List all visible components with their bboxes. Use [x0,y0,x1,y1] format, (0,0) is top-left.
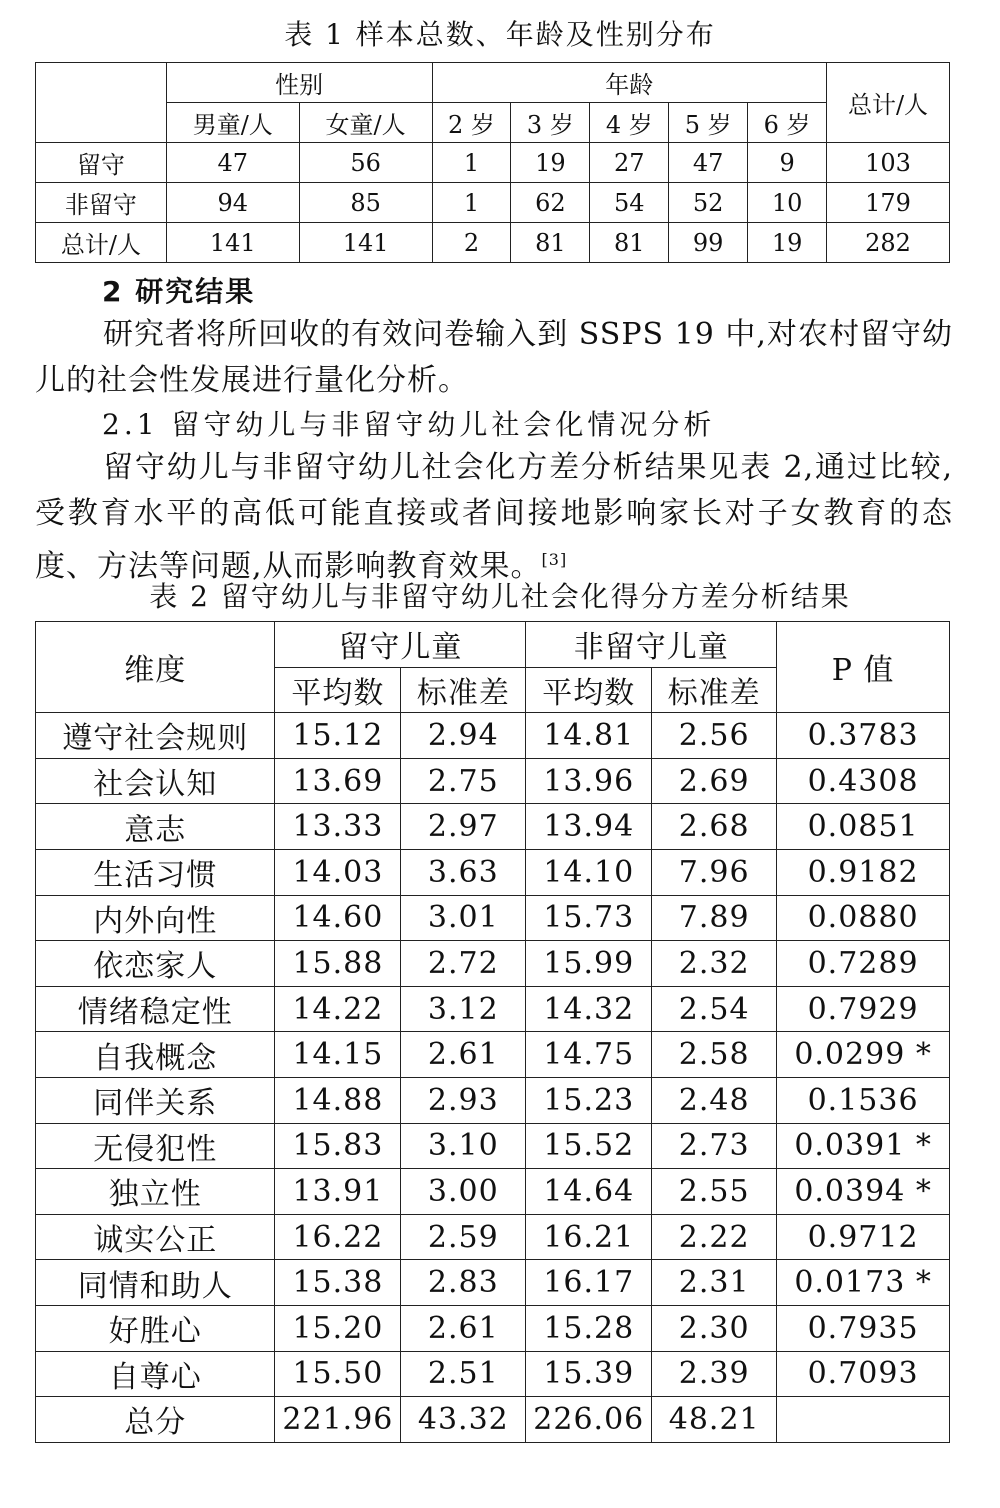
table-cell: 15.20 [275,1305,401,1351]
table-row [36,804,950,850]
table-cell: 2.73 [652,1123,777,1169]
dimension-cell: 自尊心 [36,1351,275,1397]
table-cell: 16.22 [275,1214,401,1260]
table-cell: 3.10 [401,1123,526,1169]
table-cell: 27 [590,143,669,183]
table-cell: 221.96 [275,1397,401,1443]
sample-distribution-table [35,62,950,263]
table-cell: 2.58 [652,1032,777,1078]
table-cell: 14.22 [275,986,401,1032]
table2-caption: 表 2 留守幼儿与非留守幼儿社会化得分方差分析结果 [149,580,851,613]
table1-body [36,143,950,263]
table-cell: 103 [827,143,950,183]
sub-header: 5 岁 [669,103,748,143]
table-cell: 3.63 [401,849,526,895]
table2-body [36,713,950,1443]
table-row [36,986,950,1032]
mean-header: 平均数 [275,667,401,713]
table-cell: 2.31 [652,1260,777,1306]
p-value-cell: 0.0880 [777,895,950,941]
citation-ref: [3] [541,550,568,569]
non-left-behind-header: 非留守儿童 [526,622,777,668]
table-cell: 13.33 [275,804,401,850]
table-cell: 2.93 [401,1077,526,1123]
dimension-cell: 同伴关系 [36,1077,275,1123]
table-cell: 282 [827,223,950,263]
table-row [36,941,950,987]
table-row [36,183,950,223]
table-cell: 13.91 [275,1169,401,1215]
sd-header: 标准差 [652,667,777,713]
table-cell: 2.55 [652,1169,777,1215]
paragraph-2-text: 留守幼儿与非留守幼儿社会化方差分析结果见表 2,通过比较,受教育水平的高低可能直接或者间接地影响家长对子女教育的态度、方法等问题,从而影响教育效果。 [35,450,953,584]
row-label: 留守 [36,143,167,183]
table-cell: 14.03 [275,849,401,895]
sub-header: 女童/人 [299,103,432,143]
p-value-cell: 0.0394 * [777,1169,950,1215]
table-cell: 2.59 [401,1214,526,1260]
table-cell: 2.94 [401,713,526,759]
table-row [36,1351,950,1397]
dimension-cell: 同情和助人 [36,1260,275,1306]
paragraph-2 [35,445,953,590]
table-cell: 47 [166,143,299,183]
table-cell: 15.88 [275,941,401,987]
table-row [36,1260,950,1306]
p-value-cell: 0.9182 [777,849,950,895]
table-cell: 15.83 [275,1123,401,1169]
table-cell: 2.83 [401,1260,526,1306]
table-cell: 2 [432,223,511,263]
section-heading: 2 研究结果 [102,275,256,308]
p-value-cell: 0.3783 [777,713,950,759]
table-row [36,758,950,804]
table-cell: 3.01 [401,895,526,941]
table-cell: 19 [748,223,827,263]
table-cell: 3.00 [401,1169,526,1215]
p-value-cell: 0.7093 [777,1351,950,1397]
table-cell: 99 [669,223,748,263]
table-cell: 2.72 [401,941,526,987]
p-value-cell [777,1397,950,1443]
sd-header: 标准差 [401,667,526,713]
table-cell: 10 [748,183,827,223]
table-row [36,1032,950,1078]
table-cell: 16.21 [526,1214,652,1260]
subsection-heading: 2.1 留守幼儿与非留守幼儿社会化情况分析 [102,408,716,441]
table-cell: 54 [590,183,669,223]
table-row [36,1397,950,1443]
table-row [36,849,950,895]
p-value-cell: 0.1536 [777,1077,950,1123]
table-cell: 15.38 [275,1260,401,1306]
table-cell: 226.06 [526,1397,652,1443]
table-cell: 14.10 [526,849,652,895]
table-cell: 15.39 [526,1351,652,1397]
corner-cell [36,63,167,143]
table-cell: 7.96 [652,849,777,895]
dimension-cell: 好胜心 [36,1305,275,1351]
table-cell: 2.97 [401,804,526,850]
dimension-cell: 社会认知 [36,758,275,804]
table-cell: 9 [748,143,827,183]
table-cell: 141 [166,223,299,263]
table-cell: 2.56 [652,713,777,759]
table-cell: 19 [511,143,590,183]
table-row [36,1305,950,1351]
table-cell: 14.81 [526,713,652,759]
table-cell: 15.12 [275,713,401,759]
p-value-cell: 0.0299 * [777,1032,950,1078]
sub-header: 4 岁 [590,103,669,143]
table-row [36,1077,950,1123]
table-cell: 52 [669,183,748,223]
table-cell: 141 [299,223,432,263]
dimension-cell: 意志 [36,804,275,850]
total-header: 总计/人 [827,63,950,143]
table-cell: 3.12 [401,986,526,1032]
table-cell: 85 [299,183,432,223]
age-header: 年龄 [432,63,827,103]
table-cell: 15.28 [526,1305,652,1351]
table-cell: 14.75 [526,1032,652,1078]
table-cell: 14.15 [275,1032,401,1078]
table-cell: 62 [511,183,590,223]
dimension-cell: 自我概念 [36,1032,275,1078]
table-cell: 179 [827,183,950,223]
table-cell: 15.50 [275,1351,401,1397]
table-cell: 14.60 [275,895,401,941]
dimension-cell: 总分 [36,1397,275,1443]
dimension-cell: 依恋家人 [36,941,275,987]
table-cell: 13.96 [526,758,652,804]
p-value-cell: 0.7935 [777,1305,950,1351]
left-behind-header: 留守儿童 [275,622,526,668]
table-cell: 2.51 [401,1351,526,1397]
table-cell: 15.23 [526,1077,652,1123]
table-cell: 2.68 [652,804,777,850]
table-cell: 2.61 [401,1032,526,1078]
dimension-cell: 遵守社会规则 [36,713,275,759]
table-cell: 2.39 [652,1351,777,1397]
table-cell: 48.21 [652,1397,777,1443]
p-value-cell: 0.7289 [777,941,950,987]
gender-header: 性别 [166,63,432,103]
row-label: 总计/人 [36,223,167,263]
table-cell: 15.99 [526,941,652,987]
sub-header: 3 岁 [511,103,590,143]
table-row [36,713,950,759]
p-value-header: P 值 [777,622,950,713]
dimension-cell: 无侵犯性 [36,1123,275,1169]
dimension-cell: 诚实公正 [36,1214,275,1260]
table-cell: 2.30 [652,1305,777,1351]
table-row [36,223,950,263]
p-value-cell: 0.7929 [777,986,950,1032]
table-cell: 1 [432,143,511,183]
p-value-cell: 0.0391 * [777,1123,950,1169]
mean-header: 平均数 [526,667,652,713]
paragraph-1: 研究者将所回收的有效问卷输入到 SSPS 19 中,对农村留守幼儿的社会性发展进行量化分析。 [35,317,953,398]
table-row [36,1214,950,1260]
dimension-cell: 内外向性 [36,895,275,941]
table-cell: 15.73 [526,895,652,941]
table-cell: 2.61 [401,1305,526,1351]
table-cell: 43.32 [401,1397,526,1443]
table-cell: 16.17 [526,1260,652,1306]
table-cell: 14.88 [275,1077,401,1123]
table-cell: 94 [166,183,299,223]
table-cell: 2.32 [652,941,777,987]
table-cell: 13.94 [526,804,652,850]
sub-header: 男童/人 [166,103,299,143]
table-cell: 81 [511,223,590,263]
p-value-cell: 0.0173 * [777,1260,950,1306]
dimension-cell: 情绪稳定性 [36,986,275,1032]
sub-header: 6 岁 [748,103,827,143]
row-label: 非留守 [36,183,167,223]
table-row [36,1123,950,1169]
table-cell: 7.89 [652,895,777,941]
table-row [36,1169,950,1215]
table-cell: 2.48 [652,1077,777,1123]
p-value-cell: 0.4308 [777,758,950,804]
dimension-header: 维度 [36,622,275,713]
table-cell: 56 [299,143,432,183]
table-cell: 13.69 [275,758,401,804]
table-row [36,895,950,941]
table-cell: 47 [669,143,748,183]
table-cell: 15.52 [526,1123,652,1169]
table-cell: 14.64 [526,1169,652,1215]
table1-caption: 表 1 样本总数、年龄及性别分布 [284,18,716,51]
table-cell: 81 [590,223,669,263]
dimension-cell: 生活习惯 [36,849,275,895]
table-row [36,143,950,183]
table-cell: 2.69 [652,758,777,804]
table-cell: 2.54 [652,986,777,1032]
p-value-cell: 0.0851 [777,804,950,850]
variance-analysis-table [35,621,950,1443]
table-cell: 1 [432,183,511,223]
p-value-cell: 0.9712 [777,1214,950,1260]
sub-header: 2 岁 [432,103,511,143]
table-cell: 2.22 [652,1214,777,1260]
table-cell: 2.75 [401,758,526,804]
table-cell: 14.32 [526,986,652,1032]
dimension-cell: 独立性 [36,1169,275,1215]
